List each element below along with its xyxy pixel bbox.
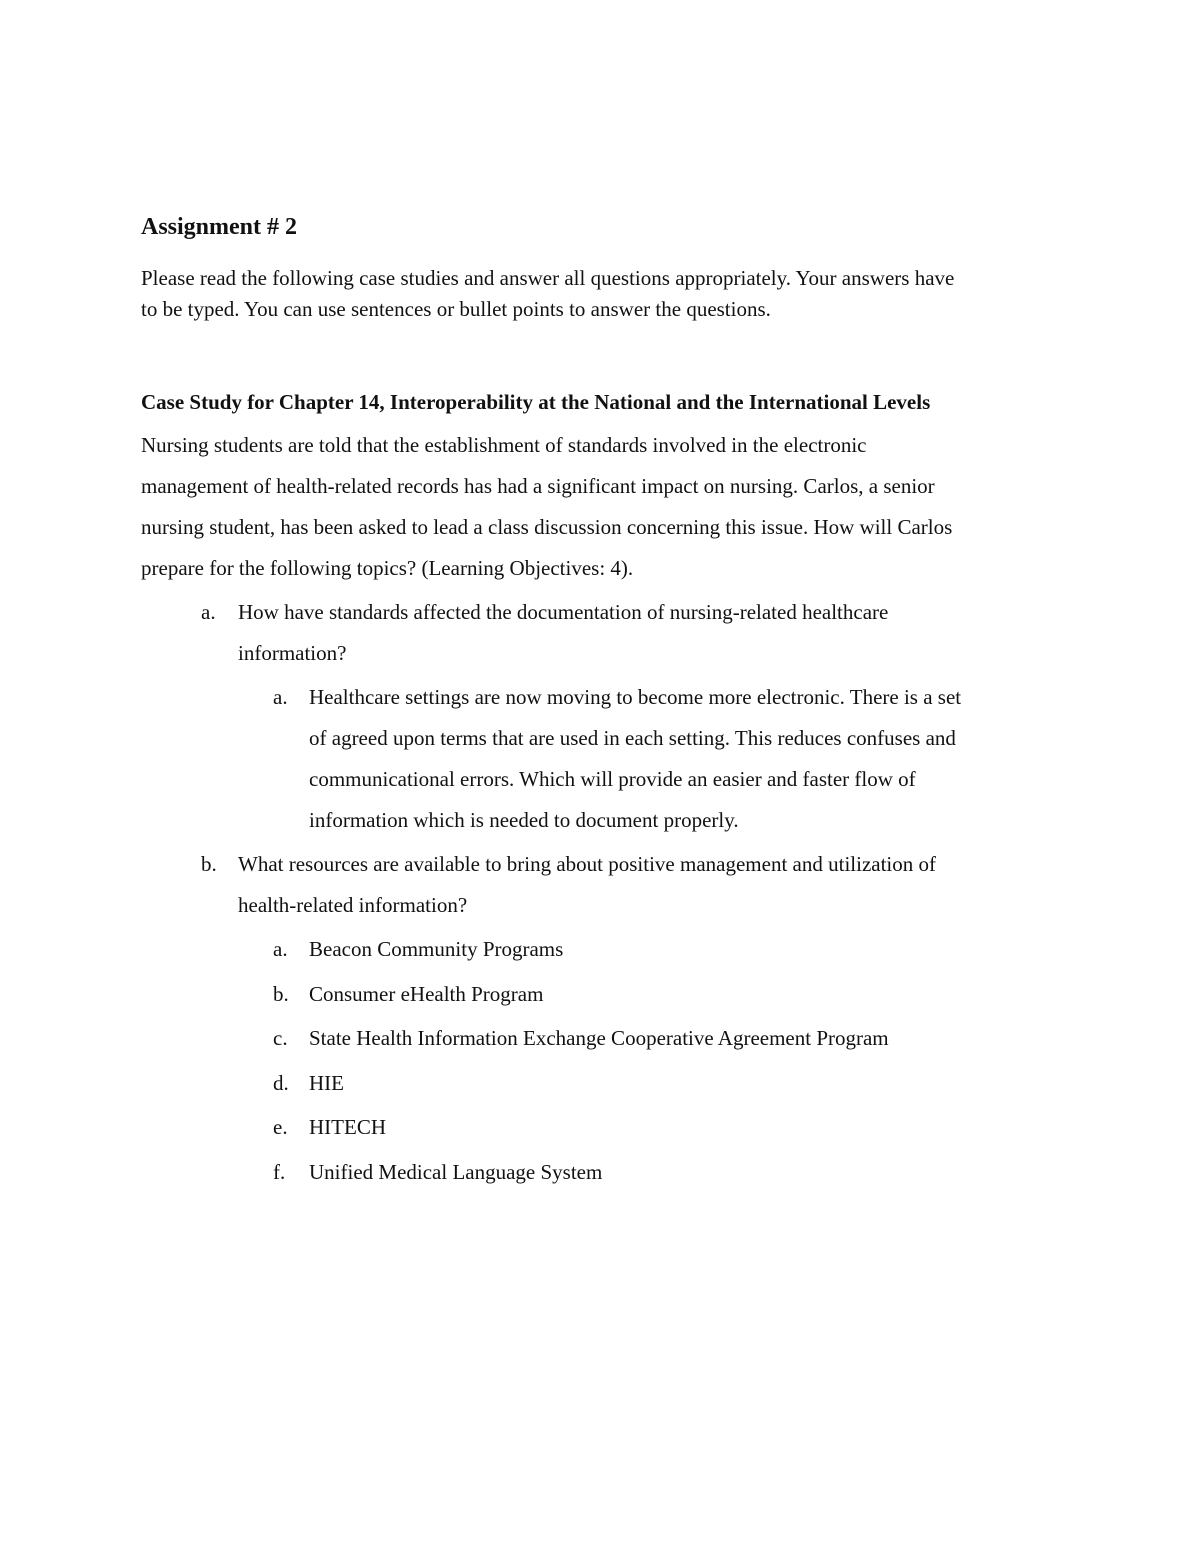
answer-text-line: Unified Medical Language System xyxy=(309,1160,603,1184)
question-text-line: How have standards affected the documentation of nursing-related healthcare xyxy=(238,600,889,624)
answer-text-line: HITECH xyxy=(309,1115,386,1139)
answer-text-line: information which is needed to document properly. xyxy=(309,808,739,832)
question-text-line: information? xyxy=(238,641,347,665)
list-marker: a. xyxy=(201,600,216,624)
answer-text-line: Healthcare settings are now moving to become more electronic. There is a set xyxy=(309,685,962,709)
list-marker: a. xyxy=(273,937,288,961)
list-marker: b. xyxy=(201,852,217,876)
answer-text-line: Beacon Community Programs xyxy=(309,937,564,961)
list-marker: d. xyxy=(273,1071,289,1095)
case-body-line: management of health-related records has had a significant impact on nursing. Carlos, a senior xyxy=(141,474,935,498)
intro-paragraph xyxy=(141,263,1071,325)
question-text-line: health-related information? xyxy=(238,893,468,917)
answer-text-line: of agreed upon terms that are used in each setting. This reduces confuses and xyxy=(309,726,956,750)
case-study-heading: Case Study for Chapter 14, Interoperability at the National and the International Levels xyxy=(141,390,931,414)
document-title: Assignment # 2 xyxy=(141,214,298,240)
case-body-line: Nursing students are told that the establishment of standards involved in the electronic xyxy=(141,433,867,457)
intro-line: to be typed. You can use sentences or bullet points to answer the questions. xyxy=(141,297,771,321)
intro-line: Please read the following case studies and answer all questions appropriately. Your answers have xyxy=(141,266,955,290)
answer-text-line: communicational errors. Which will provide an easier and faster flow of xyxy=(309,767,916,791)
list-marker: a. xyxy=(273,685,288,709)
list-marker: b. xyxy=(273,982,289,1006)
case-body-line: nursing student, has been asked to lead a class discussion concerning this issue. How will Carlos xyxy=(141,515,953,539)
case-body-line: prepare for the following topics? (Learning Objectives: 4). xyxy=(141,556,634,580)
list-marker: c. xyxy=(273,1026,288,1050)
answer-text-line: State Health Information Exchange Cooperative Agreement Program xyxy=(309,1026,889,1050)
answer-text-line: HIE xyxy=(309,1071,344,1095)
question-text-line: What resources are available to bring about positive management and utilization of xyxy=(238,852,937,876)
list-marker: e. xyxy=(273,1115,288,1139)
answer-text-line: Consumer eHealth Program xyxy=(309,982,544,1006)
list-marker: f. xyxy=(273,1160,286,1184)
